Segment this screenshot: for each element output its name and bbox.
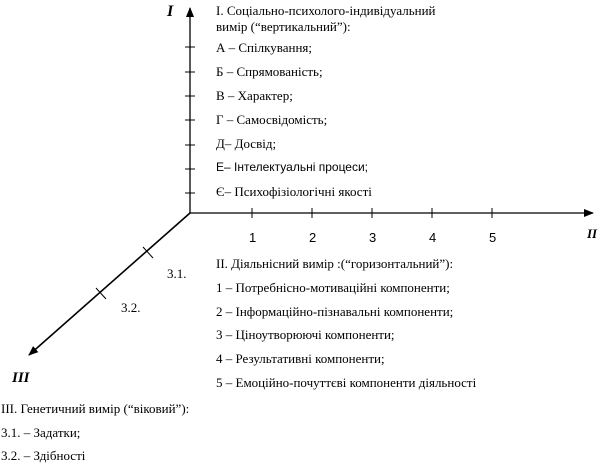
horizontal-tick-label: 3 [369, 230, 377, 245]
diagonal-tick-label: 3.1. [167, 266, 187, 281]
horizontal-tick-label: 2 [309, 230, 317, 245]
horizontal-item: 2 – Інформаційно-пізнавальні компоненти; [216, 304, 454, 319]
vertical-subtitle: вимір (“вертикальний”): [216, 19, 351, 34]
horizontal-item: 1 – Потребнісно-мотиваційні компоненти; [216, 280, 450, 295]
axis-label-iii: III [12, 370, 30, 386]
diagonal-ticks [96, 247, 153, 299]
axis-label-ii: II [587, 226, 598, 241]
horizontal-tick-label: 5 [489, 230, 497, 245]
horizontal-tick-label: 4 [429, 230, 437, 245]
diagonal-title: ІІІ. Генетичний вимір (“віковий”): [1, 401, 190, 416]
vertical-item: Д– Досвід; [216, 136, 277, 151]
vertical-item: Г – Самосвідомість; [216, 112, 328, 127]
horizontal-item: 5 – Емоційно-почуттєві компоненти діяльності [216, 375, 477, 390]
horizontal-item: 3 – Ціноутворюючі компоненти; [216, 327, 395, 342]
diagonal-tick-label: 3.2. [121, 300, 141, 315]
horizontal-item: 4 – Результативні компоненти; [216, 351, 385, 366]
vertical-item: А – Спілкування; [216, 40, 312, 55]
vertical-item: Б – Спрямованість; [216, 64, 323, 79]
vertical-item: В – Характер; [216, 88, 293, 103]
vertical-title: І. Соціально-психолого-індивідуальний [216, 3, 436, 18]
diagonal-item: 3.1. – Задатки; [1, 425, 81, 440]
horizontal-title: ІІ. Діяльнісний вимір :(“горизонтальний”): [216, 256, 454, 271]
vertical-item: Є– Психофізіологічні якості [216, 184, 372, 199]
axis-label-i: I [167, 3, 174, 20]
vertical-item: Е– Інтелектуальні процеси; [216, 160, 369, 174]
diagonal-axis [29, 213, 190, 355]
horizontal-tick-label: 1 [249, 230, 257, 245]
diagonal-item: 3.2. – Здібності [1, 448, 86, 463]
